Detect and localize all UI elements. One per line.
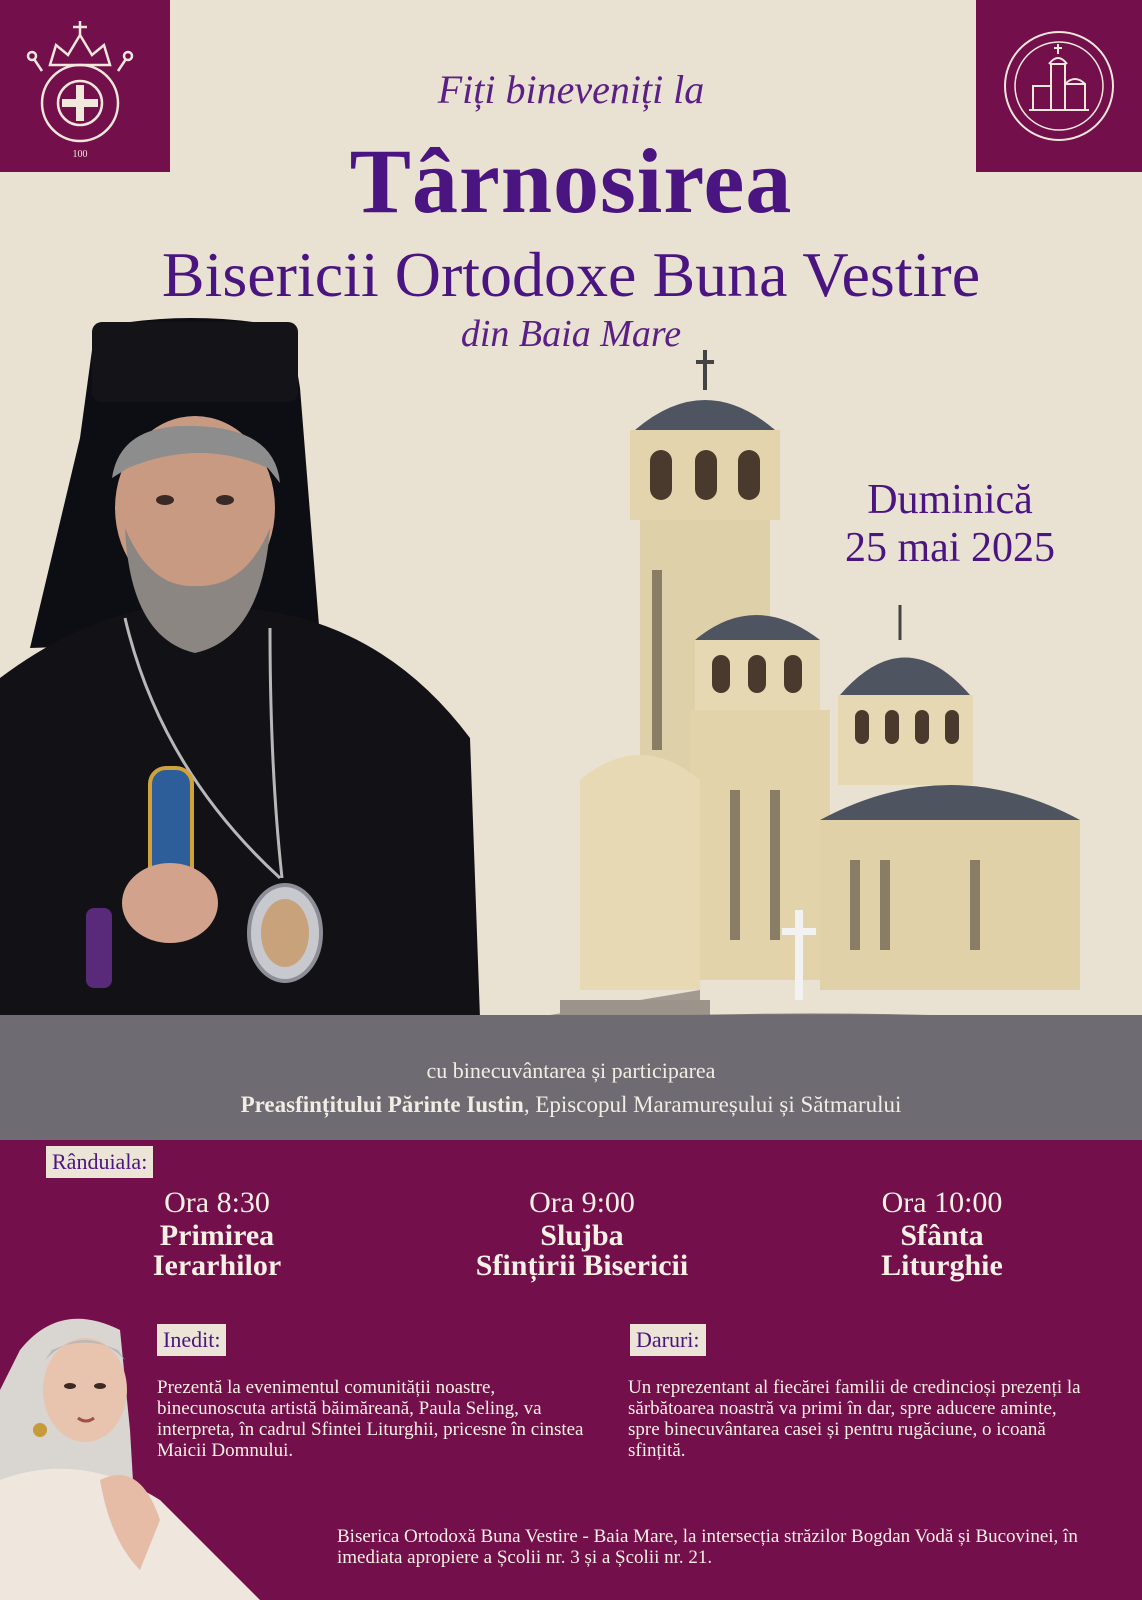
schedule-title-line2: Ierarhilor xyxy=(152,1249,282,1282)
blessing-line: cu binecuvântarea și participarea xyxy=(426,1058,716,1083)
svg-text:100: 100 xyxy=(72,149,88,160)
inedit-text: Prezentă la evenimentul comunității noastre, binecunoscuta artistă băimăreană, Paula Seling, va interpreta, în cadrul Sfintei Liturghii, pricesne în cinstea Maicii Domnului. xyxy=(157,1377,584,1461)
address-text: Biserica Ortodoxă Buna Vestire - Baia Mare, la intersecția străzilor Bogdan Vodă și Bucovinei, în imediata apropiere a Școlii nr. 3 și a Școlii nr. 21. xyxy=(337,1526,1078,1568)
schedule-title-line1: Primirea xyxy=(159,1219,275,1252)
schedule-title-line2: Sfințirii Bisericii xyxy=(475,1249,689,1282)
city-text: din Baia Mare xyxy=(460,313,682,355)
church-name: Bisericii Ortodoxe Buna Vestire xyxy=(161,239,981,310)
bishop-name: Preasfințitului Părinte Iustin xyxy=(240,1092,524,1117)
schedule-item xyxy=(67,1186,367,1280)
page-title: Târnosirea xyxy=(349,130,793,232)
bishop-title: , Episcopul Maramureșului și Sătmarului xyxy=(523,1092,902,1117)
schedule-time: Ora 10:00 xyxy=(881,1186,1003,1219)
church-image xyxy=(520,350,1100,1040)
date-day: Duminică xyxy=(867,477,1033,523)
schedule-title-line2: Liturghie xyxy=(881,1249,1003,1282)
daruri-label: Daruri: xyxy=(630,1324,706,1356)
inedit-label: Inedit: xyxy=(157,1324,226,1356)
program-label: Rânduiala: xyxy=(46,1146,153,1178)
schedule-title-line1: Sfânta xyxy=(900,1219,984,1252)
date-full: 25 mai 2025 xyxy=(845,525,1055,571)
schedule-item xyxy=(432,1186,732,1280)
bishop-portrait-image xyxy=(0,318,480,1018)
welcome-text: Fiți bineveniți la xyxy=(437,67,705,112)
schedule-time: Ora 9:00 xyxy=(529,1186,635,1219)
schedule-time: Ora 8:30 xyxy=(164,1186,270,1219)
blessing-bishop xyxy=(0,1092,1142,1118)
schedule-title-line1: Slujba xyxy=(540,1219,624,1252)
daruri-text: Un reprezentant al fiecărei familii de credincioși prezenți la sărbătoarea noastră va primi în dar, spre aducere aminte, spre binecuvântarea casei și pentru rugăciune, o icoană sfințită. xyxy=(628,1377,1081,1461)
schedule-item xyxy=(792,1186,1092,1280)
